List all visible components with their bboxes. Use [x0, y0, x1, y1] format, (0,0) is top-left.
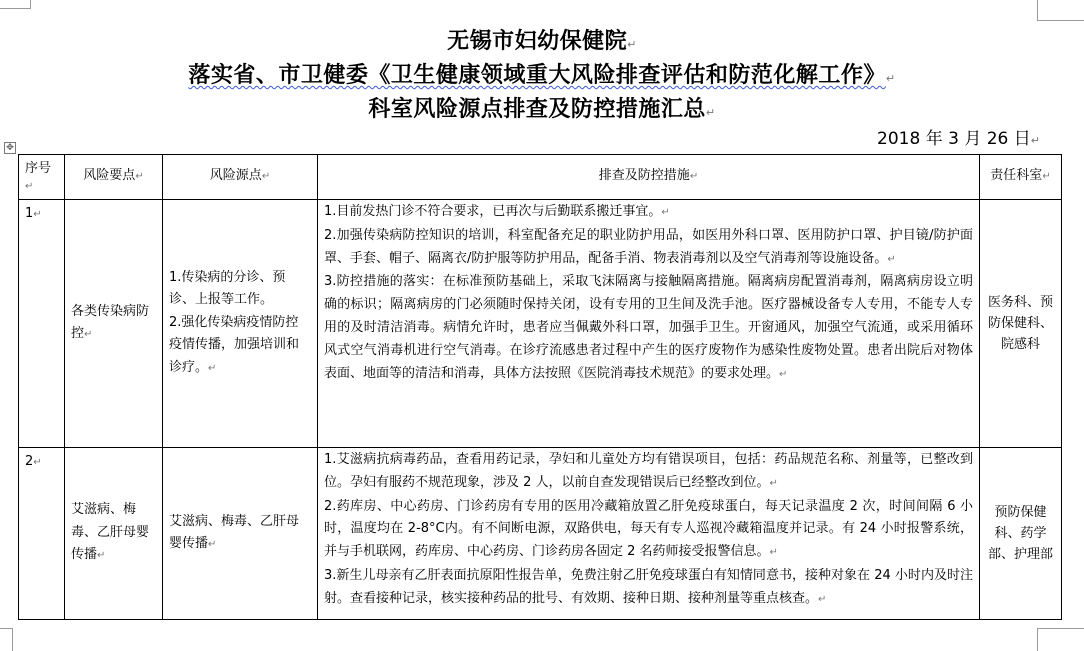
document-date: 2018 年 3 月 26 日↵ — [877, 129, 1040, 149]
row-2-dept: 预防保健科、药学部、护理部 — [980, 448, 1062, 620]
page-corner-top-right — [1037, 0, 1084, 21]
page-corner-bottom-left — [0, 628, 13, 651]
row-2-risk-point: 艾滋病、梅毒、乙肝母婴传播↵ — [65, 448, 163, 620]
header-dept: 责任科室↵ — [980, 155, 1062, 200]
table-header-row — [19, 155, 1062, 200]
table-move-handle-icon[interactable]: ✥ — [4, 142, 16, 154]
row-1-dept: 医务科、预防保健科、院感科 — [980, 200, 1062, 448]
row-1-measure-2: 2.加强传染病防控知识的培训，科室配备充足的职业防护用品，如医用外科口罩、医用防护口罩、护目镜/防护面罩、手套、帽子、隔离衣/防护服等防护用品，配备手消、物表消毒剂以及空气消毒剂等设施设备。↵ — [324, 227, 973, 266]
row-2-measures — [318, 448, 980, 620]
row-1-risk-source: 1.传染病的分诊、预诊、上报等工作。 2.强化传染病疫情防控疫情传播，加强培训和诊疗。↵ — [163, 200, 318, 448]
row-1-risk-point: 各类传染病防控↵ — [65, 200, 163, 448]
header-risk-source: 风险源点↵ — [163, 155, 318, 200]
document-header — [0, 26, 1084, 128]
table-row — [19, 200, 1062, 448]
row-2-seq: 2↵ — [19, 448, 65, 620]
row-2-risk-source: 艾滋病、梅毒、乙肝母婴传播↵ — [163, 448, 318, 620]
title-line-3: 科室风险源点排查及防控措施汇总↵ — [368, 97, 716, 122]
risk-table — [18, 154, 1062, 620]
row-1-measures — [318, 200, 980, 448]
row-1-measure-3: 3.防控措施的落实：在标准预防基础上，采取飞沫隔离与接触隔离措施。隔离病房配置消毒剂，隔离病房设立明确的标识；隔离病房的门必须随时保持关闭，设有专用的卫生间及洗手池。医疗器械设备专人专用，不能专人专用的及时清洁消毒。病情允许时，患者应当佩戴外科口罩，加强手卫生。开窗通风，加强空气流通，或采用循环风式空气消毒机进行空气消毒。在诊疗流感患者过程中产生的医疗废物作为感染性废物处置。患者出院后对物体表面、地面等的清洁和消毒，具体方法按照《医院消毒技术规范》的要求处理。↵ — [324, 274, 973, 381]
row-2-measure-1: 1.艾滋病抗病毒药品，查看用药记录，孕妇和儿童处方均有错误项目，包括：药品规范名称、剂量等，已整改到位。孕妇有服药不规范现象，涉及 2 人，以前自查发现错误后已经整改到位。↵ — [324, 452, 973, 490]
page-corner-top-left — [0, 0, 31, 9]
title-line-2: 落实省、市卫健委《卫生健康领域重大风险排查评估和防范化解工作》↵ — [188, 63, 896, 88]
row-2-measure-2: 2.药库房、中心药房、门诊药房有专用的医用冷藏箱放置乙肝免疫球蛋白，每天记录温度 2 次，时间间隔 6 小时，温度均在 2-8°C内。有不间断电源，双路供电，每天有专人巡视冷藏箱温度并记录。有 24 小时报警系统，并与手机联网，药库房、中心药房、门诊药房各固定 2 名药师接受报警信息。↵ — [324, 498, 973, 560]
page-corner-bottom-right — [1037, 628, 1084, 651]
header-seq: 序号↵ — [19, 155, 65, 200]
table-row — [19, 448, 1062, 620]
row-1-measure-1: 1.目前发热门诊不符合要求，已再次与后勤联系搬迁事宜。↵ — [324, 204, 670, 219]
row-1-seq: 1↵ — [19, 200, 65, 448]
title-line-1: 无锡市妇幼保健院↵ — [447, 29, 637, 54]
header-risk-point: 风险要点↵ — [65, 155, 163, 200]
header-measures: 排查及防控措施↵ — [318, 155, 980, 200]
row-2-measure-3: 3.新生儿母亲有乙肝表面抗原阳性报告单，免费注射乙肝免疫球蛋白有知情同意书，接种对象在 24 小时内及时注射。查看接种记录，核实接种药品的批号、有效期、接种日期、接种剂量等重点核查。↵ — [324, 567, 973, 606]
